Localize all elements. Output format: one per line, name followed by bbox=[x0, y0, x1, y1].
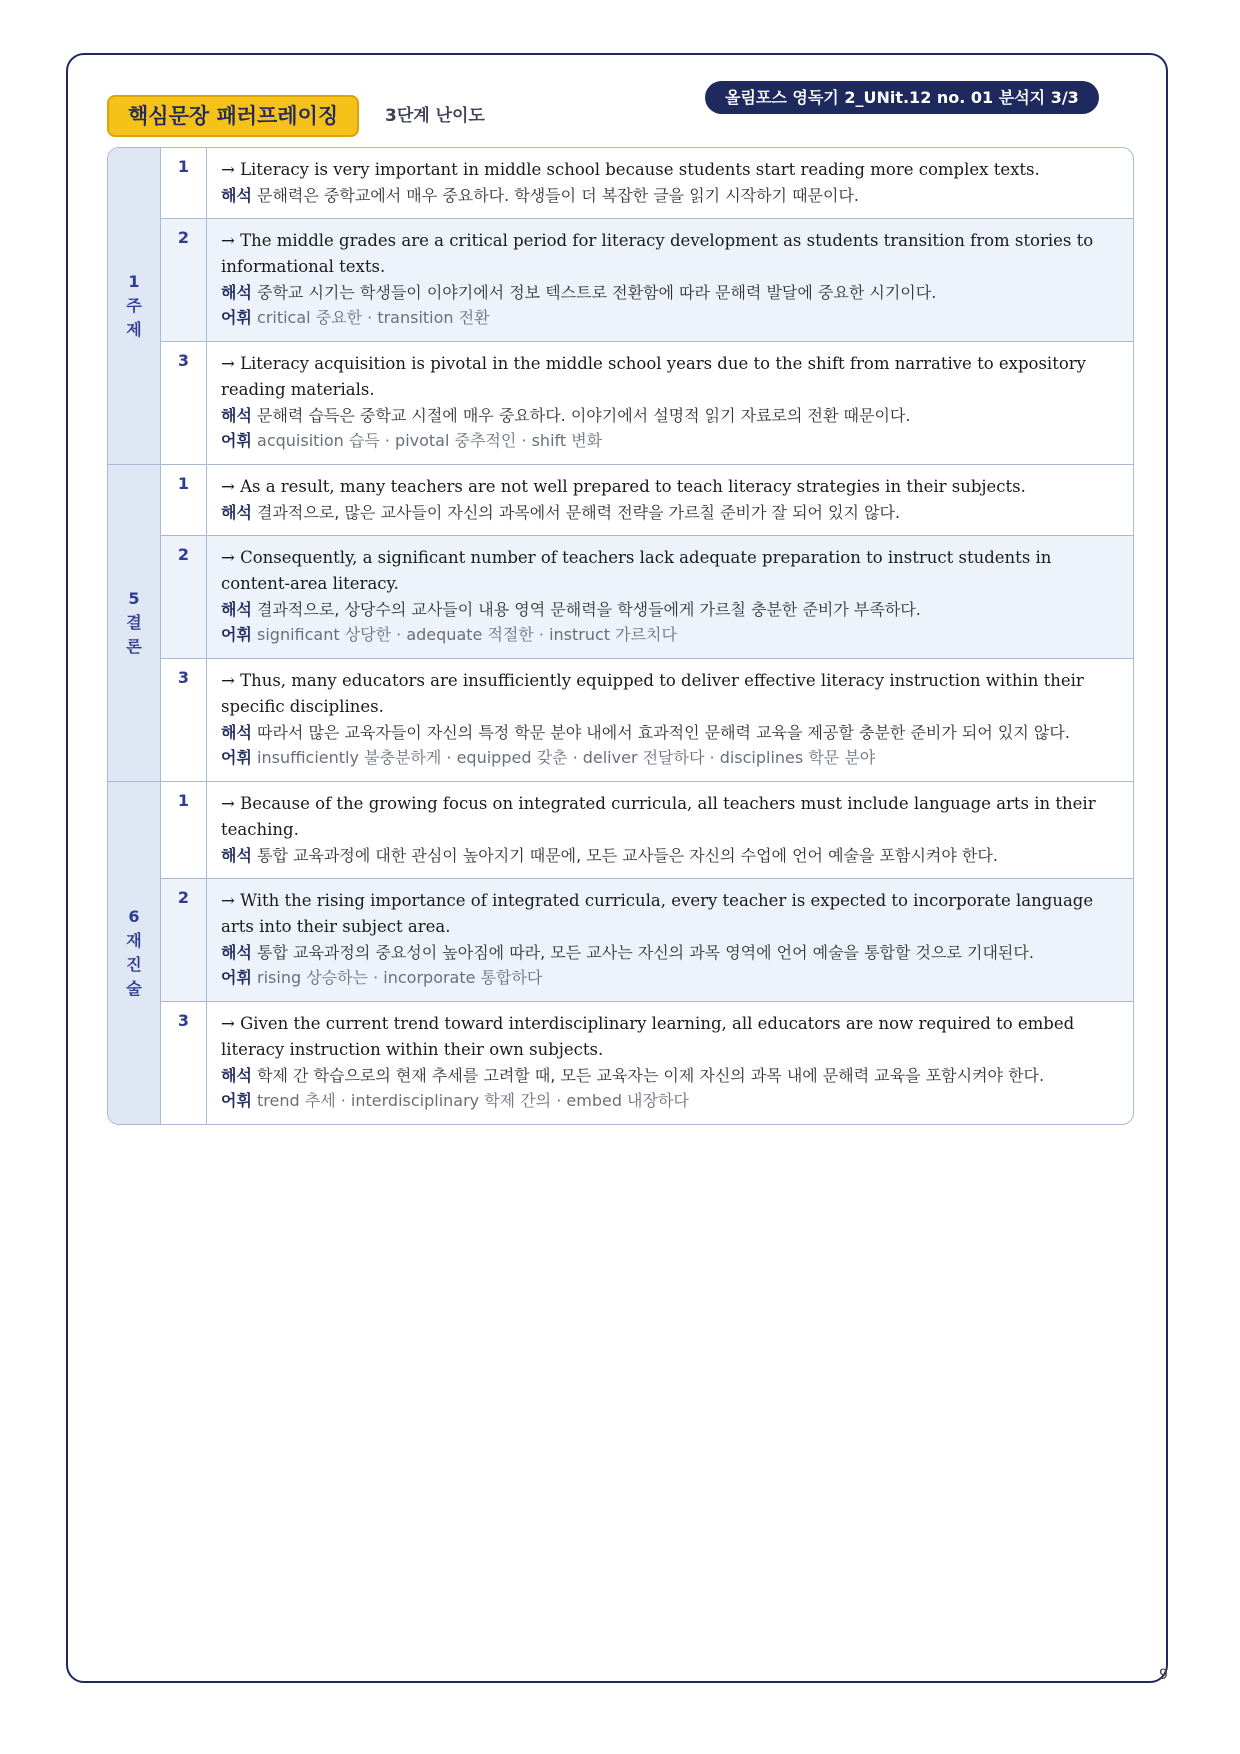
vocab-label: 어휘 bbox=[221, 968, 252, 987]
vocab-text: acquisition 습득 · pivotal 중추적인 · shift 변화 bbox=[257, 431, 603, 450]
translation-text: 학제 간 학습으로의 현재 추세를 고려할 때, 모든 교육자는 이제 자신의 과목 내에 문해력 교육을 포함시켜야 한다. bbox=[257, 1066, 1045, 1085]
section-label-text: 6재진술 bbox=[126, 907, 142, 998]
row-number: 3 bbox=[161, 342, 207, 464]
translation-text: 통합 교육과정의 중요성이 높아짐에 따라, 모든 교사는 자신의 과목 영역에 언어 예술을 통합할 것으로 기대된다. bbox=[257, 943, 1034, 962]
row-content bbox=[207, 536, 1133, 658]
translation-label: 해석 bbox=[221, 723, 252, 742]
translation-label: 해석 bbox=[221, 943, 252, 962]
english-sentence: → Given the current trend toward interdisciplinary learning, all educators are now required to embed literacy instruction within their own subjects. bbox=[221, 1014, 1075, 1059]
row-content bbox=[207, 782, 1133, 878]
translation-label: 해석 bbox=[221, 283, 252, 302]
section-label bbox=[108, 782, 161, 1124]
vocab-text: insufficiently 불충분하게 · equipped 갖춘 · deliver 전달하다 · disciplines 학문 분야 bbox=[257, 748, 876, 767]
english-sentence: → The middle grades are a critical period for literacy development as students transition from stories to informational texts. bbox=[221, 231, 1094, 276]
sentence-row bbox=[161, 782, 1133, 879]
row-number: 2 bbox=[161, 536, 207, 658]
section-rows bbox=[161, 148, 1133, 464]
row-number: 1 bbox=[161, 148, 207, 218]
row-content bbox=[207, 342, 1133, 464]
sentence-row bbox=[161, 465, 1133, 536]
vocabulary bbox=[221, 745, 1119, 771]
vocab-label: 어휘 bbox=[221, 431, 252, 450]
section bbox=[108, 782, 1133, 1124]
sentence-row bbox=[161, 1002, 1133, 1124]
section-label-text: 1주제 bbox=[126, 272, 142, 339]
english-sentence: → Consequently, a significant number of teachers lack adequate preparation to instruct students in content-area literacy. bbox=[221, 548, 1052, 593]
row-number: 3 bbox=[161, 659, 207, 781]
sentence-row bbox=[161, 536, 1133, 659]
korean-translation bbox=[221, 280, 1119, 305]
translation-label: 해석 bbox=[221, 846, 252, 865]
sentence-row bbox=[161, 219, 1133, 342]
korean-translation bbox=[221, 940, 1119, 965]
sentence-row bbox=[161, 659, 1133, 781]
translation-label: 해석 bbox=[221, 406, 252, 425]
row-content bbox=[207, 659, 1133, 781]
english-sentence: → Literacy is very important in middle school because students start reading more complex texts. bbox=[221, 160, 1040, 179]
translation-text: 결과적으로, 상당수의 교사들이 내용 영역 문해력을 학생들에게 가르칠 충분한 준비가 부족하다. bbox=[257, 600, 921, 619]
translation-text: 따라서 많은 교육자들이 자신의 특정 학문 분야 내에서 효과적인 문해력 교육을 제공할 충분한 준비가 되어 있지 않다. bbox=[257, 723, 1070, 742]
vocab-label: 어휘 bbox=[221, 308, 252, 327]
translation-text: 문해력 습득은 중학교 시절에 매우 중요하다. 이야기에서 설명적 읽기 자료로의 전환 때문이다. bbox=[257, 406, 911, 425]
korean-translation bbox=[221, 183, 1119, 208]
translation-label: 해석 bbox=[221, 600, 252, 619]
korean-translation bbox=[221, 500, 1119, 525]
vocab-text: significant 상당한 · adequate 적절한 · instruct 가르치다 bbox=[257, 625, 677, 644]
row-content bbox=[207, 1002, 1133, 1124]
translation-text: 통합 교육과정에 대한 관심이 높아지기 때문에, 모든 교사들은 자신의 수업에 언어 예술을 포함시켜야 한다. bbox=[257, 846, 998, 865]
sentence-row bbox=[161, 879, 1133, 1002]
english-sentence: → Thus, many educators are insufficiently equipped to deliver effective literacy instruction within their specific disciplines. bbox=[221, 671, 1084, 716]
row-number: 1 bbox=[161, 782, 207, 878]
vocab-label: 어휘 bbox=[221, 625, 252, 644]
translation-label: 해석 bbox=[221, 503, 252, 522]
vocabulary bbox=[221, 1088, 1119, 1114]
section-rows bbox=[161, 465, 1133, 781]
vocabulary bbox=[221, 305, 1119, 331]
row-content bbox=[207, 879, 1133, 1001]
section-label bbox=[108, 148, 161, 464]
sentence-row bbox=[161, 148, 1133, 219]
section bbox=[108, 148, 1133, 465]
vocab-text: critical 중요한 · transition 전환 bbox=[257, 308, 490, 327]
translation-text: 중학교 시기는 학생들이 이야기에서 정보 텍스트로 전환함에 따라 문해력 발달에 중요한 시기이다. bbox=[257, 283, 937, 302]
english-sentence: → Literacy acquisition is pivotal in the middle school years due to the shift from narrative to expository reading materials. bbox=[221, 354, 1086, 399]
vocabulary bbox=[221, 428, 1119, 454]
vocab-text: trend 추세 · interdisciplinary 학제 간의 · embed 내장하다 bbox=[257, 1091, 689, 1110]
vocab-text: rising 상승하는 · incorporate 통합하다 bbox=[257, 968, 543, 987]
translation-text: 결과적으로, 많은 교사들이 자신의 과목에서 문해력 전략을 가르칠 준비가 잘 되어 있지 않다. bbox=[257, 503, 901, 522]
english-sentence: → As a result, many teachers are not well prepared to teach literacy strategies in their subjects. bbox=[221, 477, 1026, 496]
korean-translation bbox=[221, 597, 1119, 622]
vocabulary bbox=[221, 622, 1119, 648]
vocab-label: 어휘 bbox=[221, 748, 252, 767]
translation-label: 해석 bbox=[221, 186, 252, 205]
korean-translation bbox=[221, 720, 1119, 745]
vocab-label: 어휘 bbox=[221, 1091, 252, 1110]
korean-translation bbox=[221, 843, 1119, 868]
english-sentence: → With the rising importance of integrated curricula, every teacher is expected to incorporate language arts into their subject area. bbox=[221, 891, 1094, 936]
row-content bbox=[207, 465, 1133, 535]
section-rows bbox=[161, 782, 1133, 1124]
vocabulary bbox=[221, 965, 1119, 991]
korean-translation bbox=[221, 1063, 1119, 1088]
korean-translation bbox=[221, 403, 1119, 428]
page-number: 9 bbox=[1159, 1667, 1168, 1683]
row-number: 3 bbox=[161, 1002, 207, 1124]
row-number: 2 bbox=[161, 879, 207, 1001]
section-label-text: 5결론 bbox=[126, 589, 142, 656]
translation-text: 문해력은 중학교에서 매우 중요하다. 학생들이 더 복잡한 글을 읽기 시작하기 때문이다. bbox=[257, 186, 860, 205]
row-content bbox=[207, 219, 1133, 341]
paraphrase-table bbox=[107, 147, 1134, 1125]
row-number: 1 bbox=[161, 465, 207, 535]
unit-badge: 올림포스 영독기 2_UNit.12 no. 01 분석지 3/3 bbox=[705, 81, 1099, 114]
sentence-row bbox=[161, 342, 1133, 464]
difficulty-level: 3단계 난이도 bbox=[385, 106, 485, 126]
page-title: 핵심문장 패러프레이징 bbox=[107, 95, 359, 137]
translation-label: 해석 bbox=[221, 1066, 252, 1085]
row-content bbox=[207, 148, 1133, 218]
section-label bbox=[108, 465, 161, 781]
section bbox=[108, 465, 1133, 782]
row-number: 2 bbox=[161, 219, 207, 341]
english-sentence: → Because of the growing focus on integrated curricula, all teachers must include language arts in their teaching. bbox=[221, 794, 1096, 839]
